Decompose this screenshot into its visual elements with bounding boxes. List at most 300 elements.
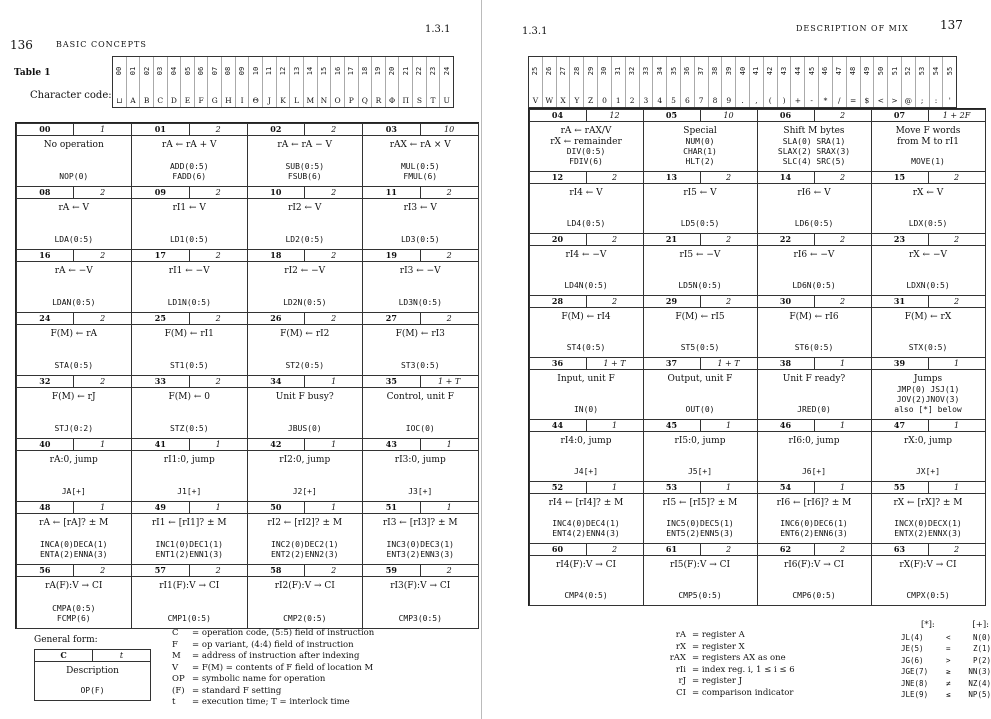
- charcode-glyph: M: [306, 96, 315, 105]
- operation-description: rX ← −V: [908, 249, 947, 260]
- opcode-cell-header: [17, 313, 132, 325]
- opcode-cell-header: [363, 502, 478, 514]
- opcode-number: 29: [665, 295, 678, 306]
- register-meaning: = register J: [692, 676, 743, 686]
- legend-meaning: = standard F setting: [192, 685, 282, 696]
- opcode-cell-header: [758, 358, 871, 370]
- opcode-number: 38: [779, 357, 792, 368]
- charcode-number: 17: [347, 66, 356, 76]
- general-form-description: Description: [66, 666, 119, 676]
- opcode-number: 59: [385, 565, 397, 576]
- operation-description: rX:0, jump: [903, 435, 953, 446]
- opcode-number: 19: [385, 249, 397, 260]
- opcode-cell: [362, 438, 479, 502]
- register-name: CI: [676, 687, 686, 698]
- charcode-glyph: *: [823, 96, 828, 105]
- charcode-cell: [427, 57, 441, 107]
- operation-description: rI6 ← −V: [793, 249, 835, 260]
- jump-star-name: JGE(7): [901, 667, 929, 676]
- charcode-number: 46: [821, 66, 830, 76]
- opcode-cell: [643, 171, 758, 234]
- execution-time: 1: [420, 502, 478, 513]
- execution-time: 2: [586, 544, 643, 555]
- opcode-cell: [362, 312, 479, 376]
- charcode-glyph: >: [891, 96, 898, 105]
- opcode-cell-header: [17, 439, 132, 451]
- jump-plus-name: NZ(4): [968, 678, 991, 688]
- operation-description: F(M) ← rI1: [164, 328, 214, 339]
- operation-symbol: STX(0:5): [908, 342, 948, 352]
- jump-row: [901, 666, 991, 678]
- opcode-cell: [643, 481, 758, 544]
- operation-description: rI4(F):V → CI: [555, 559, 617, 570]
- opcode-cell: [131, 249, 248, 313]
- operation-description: F(M) ← rJ: [51, 392, 96, 402]
- charcode-cell: [359, 57, 373, 107]
- opcode-cell: [871, 171, 986, 234]
- charcode-glyph: W: [545, 96, 554, 105]
- operation-description: rI5(F):V → CI: [669, 559, 731, 570]
- charcode-number: 03: [156, 66, 165, 76]
- execution-time: 1: [189, 502, 247, 513]
- opcode-cell: [871, 109, 986, 172]
- operation-description: rI5 ← [rI5]? ± M: [662, 497, 738, 508]
- charcode-cell: [874, 57, 888, 107]
- execution-time: 2: [586, 296, 643, 307]
- legend-row: [172, 686, 374, 698]
- operation-symbol: LD5N(0:5): [678, 280, 722, 290]
- execution-time: 2: [304, 124, 362, 135]
- legend-meaning: = symbolic name for operation: [192, 674, 326, 684]
- opcode-cell: [16, 501, 133, 565]
- charcode-number: 24: [442, 66, 451, 76]
- charcode-cell: [695, 57, 709, 107]
- opcode-cell: [16, 564, 133, 628]
- opcode-number: 30: [779, 295, 792, 306]
- opcode-cell-header: [872, 172, 985, 184]
- charcode-cell: [277, 57, 291, 107]
- opcode-cell-header: [248, 187, 363, 199]
- operation-description: rI5 ← −V: [679, 249, 721, 260]
- opcode-cell-header: [17, 187, 132, 199]
- opcode-cell-header: [132, 565, 247, 577]
- operation-description: rA ← V: [58, 202, 90, 213]
- operation-symbol: OUT(0): [685, 404, 715, 414]
- charcode-glyph: =: [849, 96, 857, 105]
- legend-meaning: = execution time; T = interlock time: [192, 697, 350, 707]
- opcode-number: 25: [154, 312, 166, 323]
- legend-symbol: M: [172, 651, 181, 661]
- opcode-number: 44: [551, 419, 564, 430]
- page-number-right: 137: [940, 18, 963, 32]
- operation-symbol: ST1(0:5): [169, 361, 209, 370]
- operation-description: rI4 ← −V: [565, 249, 607, 260]
- opcode-number: 22: [779, 233, 792, 244]
- opcode-cell-header: [644, 482, 757, 494]
- execution-time: 10: [420, 124, 478, 135]
- operation-description: Output, unit F: [667, 373, 733, 384]
- opcode-number: 33: [154, 376, 166, 386]
- operation-symbol: MUL(0:5) FMUL(6): [400, 161, 440, 181]
- opcode-number: 63: [893, 543, 906, 554]
- opcode-cell: [247, 501, 364, 565]
- charcode-number: 28: [572, 66, 581, 76]
- execution-time: 2: [304, 187, 362, 198]
- operation-symbol: SLA(0) SRA(1) SLAX(2) SRAX(3) SLC(4) SRC(5): [777, 136, 851, 166]
- charcode-cell: [750, 57, 764, 107]
- general-form-symbol: OP(F): [80, 686, 105, 695]
- opcode-cell-header: [872, 544, 985, 556]
- charcode-cell: [208, 57, 222, 107]
- jump-row: [901, 689, 991, 701]
- jump-star-name: JE(5): [901, 644, 924, 653]
- charcode-glyph: :: [934, 96, 938, 105]
- operation-symbol: ST3(0:5): [400, 361, 440, 370]
- charcode-glyph: 1: [615, 96, 621, 105]
- charcode-number: 51: [890, 66, 899, 76]
- operation-description: rI6:0, jump: [788, 435, 840, 446]
- execution-time: 1: [586, 482, 643, 493]
- charcode-glyph: .: [741, 96, 744, 105]
- opcode-cell-header: [644, 172, 757, 184]
- opcode-cell: [871, 543, 986, 606]
- charcode-number: 55: [945, 66, 954, 76]
- execution-time: 2: [420, 565, 478, 576]
- charcode-glyph: 2: [629, 96, 635, 105]
- charcode-glyph: Q: [361, 96, 368, 105]
- execution-time: 2: [700, 296, 757, 307]
- charcode-cell: [930, 57, 944, 107]
- charcode-glyph: O: [334, 96, 341, 105]
- operation-symbol: CMP6(0:5): [792, 590, 836, 600]
- charcode-cell: [386, 57, 400, 107]
- operation-symbol: ST2(0:5): [285, 361, 325, 370]
- operation-symbol: J1[+]: [177, 487, 202, 497]
- execution-time: 2: [420, 187, 478, 198]
- operation-symbol: JRED(0): [797, 404, 831, 414]
- opcode-cell: [529, 171, 644, 234]
- operation-symbol: LD1N(0:5): [167, 297, 211, 307]
- opcode-cell-header: [530, 172, 643, 184]
- operation-symbol: CMPX(0:5): [906, 590, 950, 600]
- operation-description: rI3 ← −V: [399, 265, 441, 276]
- operation-symbol: IN(0): [573, 404, 599, 414]
- opcode-number: 45: [665, 419, 678, 430]
- operation-symbol: INCA(0)DECA(1) ENTA(2)ENNA(3): [40, 540, 108, 560]
- opcode-cell: [871, 233, 986, 296]
- opcode-number: 60: [551, 543, 564, 554]
- charcode-number: 35: [669, 66, 678, 76]
- jump-star-header: [*]:: [921, 620, 935, 630]
- operation-description: Unit F busy?: [275, 392, 334, 402]
- charcode-glyph: X: [560, 96, 566, 105]
- charcode-glyph: +: [794, 96, 801, 105]
- legend-row: [172, 697, 374, 709]
- charcode-cell: [529, 57, 543, 107]
- opcode-number: 02: [270, 123, 282, 134]
- opcode-cell-header: [758, 482, 871, 494]
- charcode-number: 37: [697, 66, 706, 76]
- operation-description: F(M) ← rI2: [280, 328, 330, 339]
- charcode-glyph: 7: [698, 96, 704, 105]
- operation-description: F(M) ← rI6: [789, 311, 839, 322]
- operation-symbol: J6[+]: [801, 466, 827, 476]
- opcode-cell: [362, 375, 479, 439]
- operation-symbol: J2[+]: [292, 487, 317, 497]
- operation-symbol: ST6(0:5): [794, 342, 834, 352]
- operation-description: rI3 ← [rI3]? ± M: [382, 518, 458, 529]
- execution-time: 1 + T: [586, 358, 643, 369]
- execution-time: 2: [73, 250, 131, 261]
- execution-time: 1: [304, 439, 362, 450]
- opcode-cell-header: [644, 358, 757, 370]
- execution-time: 1: [700, 420, 757, 431]
- charcode-cell: [345, 57, 359, 107]
- general-form-title: General form:: [34, 635, 98, 645]
- operation-description: rA ← [rA]? ± M: [39, 518, 109, 529]
- charcode-glyph: ;: [920, 96, 924, 105]
- charcode-glyph: E: [184, 96, 191, 105]
- legend-row: [172, 651, 374, 663]
- operation-description: F(M) ← rI4: [561, 311, 611, 322]
- operation-description: rI5:0, jump: [674, 435, 726, 446]
- operation-symbol: ST5(0:5): [680, 342, 720, 352]
- register-row: [656, 642, 795, 654]
- execution-time: 2: [814, 296, 871, 307]
- charcode-number: 39: [724, 66, 733, 76]
- opcode-number: 03: [385, 123, 397, 134]
- opcode-number: 07: [893, 109, 906, 120]
- operation-description: rI6(F):V → CI: [783, 559, 845, 570]
- charcode-glyph: @: [904, 96, 913, 105]
- jump-plus-name: NP(5): [968, 690, 991, 699]
- execution-time: 10: [700, 110, 757, 121]
- operation-symbol: LD3N(0:5): [398, 297, 442, 307]
- charcode-glyph: J: [267, 96, 271, 105]
- legend-row: [172, 663, 374, 675]
- register-meaning: = index reg. i, 1 ≤ i ≤ 6: [692, 664, 795, 675]
- charcode-glyph: V: [532, 96, 539, 105]
- charcode-glyph: H: [225, 96, 232, 105]
- opcode-cell: [16, 186, 133, 250]
- opcode-cell-header: [644, 544, 757, 556]
- charcode-cell: [413, 57, 427, 107]
- operation-description: rI1 ← [rI1]? ± M: [151, 518, 227, 529]
- jump-star-name: JL(4): [901, 632, 924, 642]
- execution-time: 2: [928, 172, 985, 183]
- opcode-number: 53: [665, 481, 678, 492]
- opcode-number: 43: [385, 439, 397, 450]
- charcode-cell: [236, 57, 250, 107]
- execution-time: 2: [814, 110, 871, 121]
- register-name: rAX: [669, 653, 686, 663]
- jump-plus-name: Z(1): [972, 644, 991, 653]
- opcode-number: 26: [270, 312, 282, 323]
- charcode-number: 33: [641, 66, 650, 76]
- opcode-cell: [131, 312, 248, 376]
- operation-description: F(M) ← rX: [904, 311, 952, 322]
- charcode-glyph: R: [375, 96, 382, 105]
- charcode-number: 22: [415, 66, 424, 76]
- execution-time: 2: [73, 565, 131, 576]
- opcode-cell: [757, 481, 872, 544]
- register-name: rIi: [675, 664, 686, 675]
- execution-time: 1: [73, 124, 131, 135]
- operation-symbol: CMPA(0:5) FCMP(6): [52, 603, 96, 623]
- operation-symbol: JBUS(0): [287, 424, 322, 434]
- charcode-number: 08: [224, 66, 233, 76]
- charcode-number: 05: [183, 66, 192, 76]
- operation-symbol: CMP1(0:5): [167, 613, 211, 623]
- opcode-cell: [362, 186, 479, 250]
- operation-symbol: LD2(0:5): [285, 234, 325, 244]
- charcode-cell: [653, 57, 667, 107]
- charcode-number: 47: [835, 66, 844, 76]
- charcode-cell: [195, 57, 209, 107]
- charcode-strip-right: [528, 56, 957, 108]
- execution-time: 2: [73, 313, 131, 324]
- charcode-number: 04: [169, 66, 178, 76]
- execution-time: 1: [304, 376, 362, 387]
- register-row: [656, 630, 795, 642]
- right-page: [496, 0, 991, 719]
- charcode-number: 07: [210, 66, 219, 76]
- jump-row: [901, 632, 991, 644]
- jump-relation: >: [946, 655, 951, 665]
- execution-time: 2: [928, 234, 985, 245]
- opcode-cell-header: [758, 234, 871, 246]
- opcode-cell-header: [872, 110, 985, 122]
- charcode-cell: [598, 57, 612, 107]
- charcode-cell: [290, 57, 304, 107]
- charcode-cell: [791, 57, 805, 107]
- register-meaning: = comparison indicator: [692, 687, 794, 698]
- charcode-number: 26: [545, 66, 554, 76]
- page-number-left: 136: [10, 38, 33, 52]
- opcode-cell-header: [132, 187, 247, 199]
- charcode-cell: [140, 57, 154, 107]
- opcode-number: 21: [665, 233, 678, 244]
- charcode-number: 02: [142, 66, 151, 76]
- charcode-glyph: F: [198, 96, 204, 105]
- opcode-number: 40: [39, 439, 51, 450]
- opcode-cell: [16, 438, 133, 502]
- charcode-number: 09: [238, 66, 247, 76]
- operation-symbol: LD6(0:5): [794, 218, 834, 228]
- charcode-glyph: B: [143, 96, 150, 105]
- register-row: [656, 653, 795, 665]
- opcode-number: 10: [270, 186, 282, 197]
- charcode-glyph: <: [877, 96, 884, 105]
- register-row: [656, 665, 795, 677]
- charcode-glyph: (: [768, 96, 772, 105]
- opcode-cell-header: [872, 296, 985, 308]
- operation-symbol: INC6(0)DEC6(1) ENT6(2)ENN6(3): [780, 518, 848, 538]
- execution-time: 2: [420, 250, 478, 261]
- opcode-cell: [757, 171, 872, 234]
- opcode-cell-header: [363, 250, 478, 262]
- operation-description: rA ← rA + V: [161, 139, 217, 150]
- register-name: rX: [675, 641, 686, 652]
- charcode-cell: [399, 57, 413, 107]
- charcode-number: 00: [115, 66, 124, 76]
- charcode-cell: [222, 57, 236, 107]
- opcode-cell-header: [758, 172, 871, 184]
- opcode-cell-header: [132, 313, 247, 325]
- operation-symbol: IOC(0): [405, 424, 435, 434]
- operation-description: rI5 ← V: [683, 187, 717, 198]
- opcode-number: 34: [270, 376, 282, 386]
- opcode-cell: [529, 233, 644, 296]
- opcode-number: 31: [893, 295, 906, 306]
- operation-symbol: NOP(0): [59, 171, 89, 181]
- operation-symbol: LDA(0:5): [54, 234, 94, 244]
- opcode-cell: [247, 312, 364, 376]
- register-name: rJ: [678, 676, 686, 686]
- opcode-cell-header: [363, 439, 478, 451]
- charcode-glyph: P: [348, 96, 354, 105]
- execution-time: 2: [814, 544, 871, 555]
- charcode-cell: [847, 57, 861, 107]
- execution-time: 2: [700, 172, 757, 183]
- opcode-cell: [757, 357, 872, 420]
- opcode-cell-header: [363, 313, 478, 325]
- charcode-cell: [681, 57, 695, 107]
- charcode-number: 54: [931, 66, 940, 76]
- charcode-glyph: 4: [657, 96, 663, 105]
- execution-time: 1 + 2F: [928, 110, 985, 121]
- charcode-number: 11: [265, 66, 274, 76]
- execution-time: 2: [586, 234, 643, 245]
- jump-relation: ≥: [946, 667, 951, 676]
- opcode-cell: [643, 295, 758, 358]
- charcode-cell: [570, 57, 584, 107]
- jump-row: [901, 678, 991, 690]
- legend-symbol: C: [172, 628, 179, 638]
- general-form-time: t: [92, 650, 150, 661]
- opcode-cell: [16, 123, 133, 187]
- operation-description: rI1(F):V → CI: [159, 581, 220, 592]
- charcode-number: 50: [876, 66, 885, 76]
- opcode-number: 42: [270, 439, 282, 450]
- legend-symbol: F: [172, 639, 178, 650]
- charcode-cell: [861, 57, 875, 107]
- opcode-cell: [131, 438, 248, 502]
- charcode-cell: [154, 57, 168, 107]
- charcode-glyph: Θ: [252, 96, 259, 105]
- operation-symbol: CMP5(0:5): [678, 590, 722, 600]
- charcode-glyph: 3: [643, 96, 649, 105]
- opcode-cell: [529, 109, 644, 172]
- charcode-number: 13: [292, 66, 301, 76]
- operation-symbol: STA(0:5): [54, 361, 94, 370]
- jump-relation: <: [946, 632, 951, 642]
- opcode-cell: [643, 419, 758, 482]
- opcode-number: 52: [551, 481, 564, 492]
- opcode-cell-header: [872, 482, 985, 494]
- charcode-label: Character code:: [30, 90, 112, 101]
- operation-description: rI6 ← [rI6]? ± M: [776, 497, 852, 508]
- opcode-cell: [529, 543, 644, 606]
- opcode-cell: [16, 375, 133, 439]
- operation-symbol: JMP(0) JSJ(1) JOV(2)JNOV(3) also [*] below: [894, 384, 962, 414]
- opcode-cell-header: [248, 250, 363, 262]
- opcode-table-right: [528, 108, 986, 606]
- charcode-cell: [943, 57, 956, 107]
- opcode-cell: [757, 295, 872, 358]
- operation-description: rA ← −V: [54, 265, 93, 276]
- legend-symbol: V: [172, 662, 179, 673]
